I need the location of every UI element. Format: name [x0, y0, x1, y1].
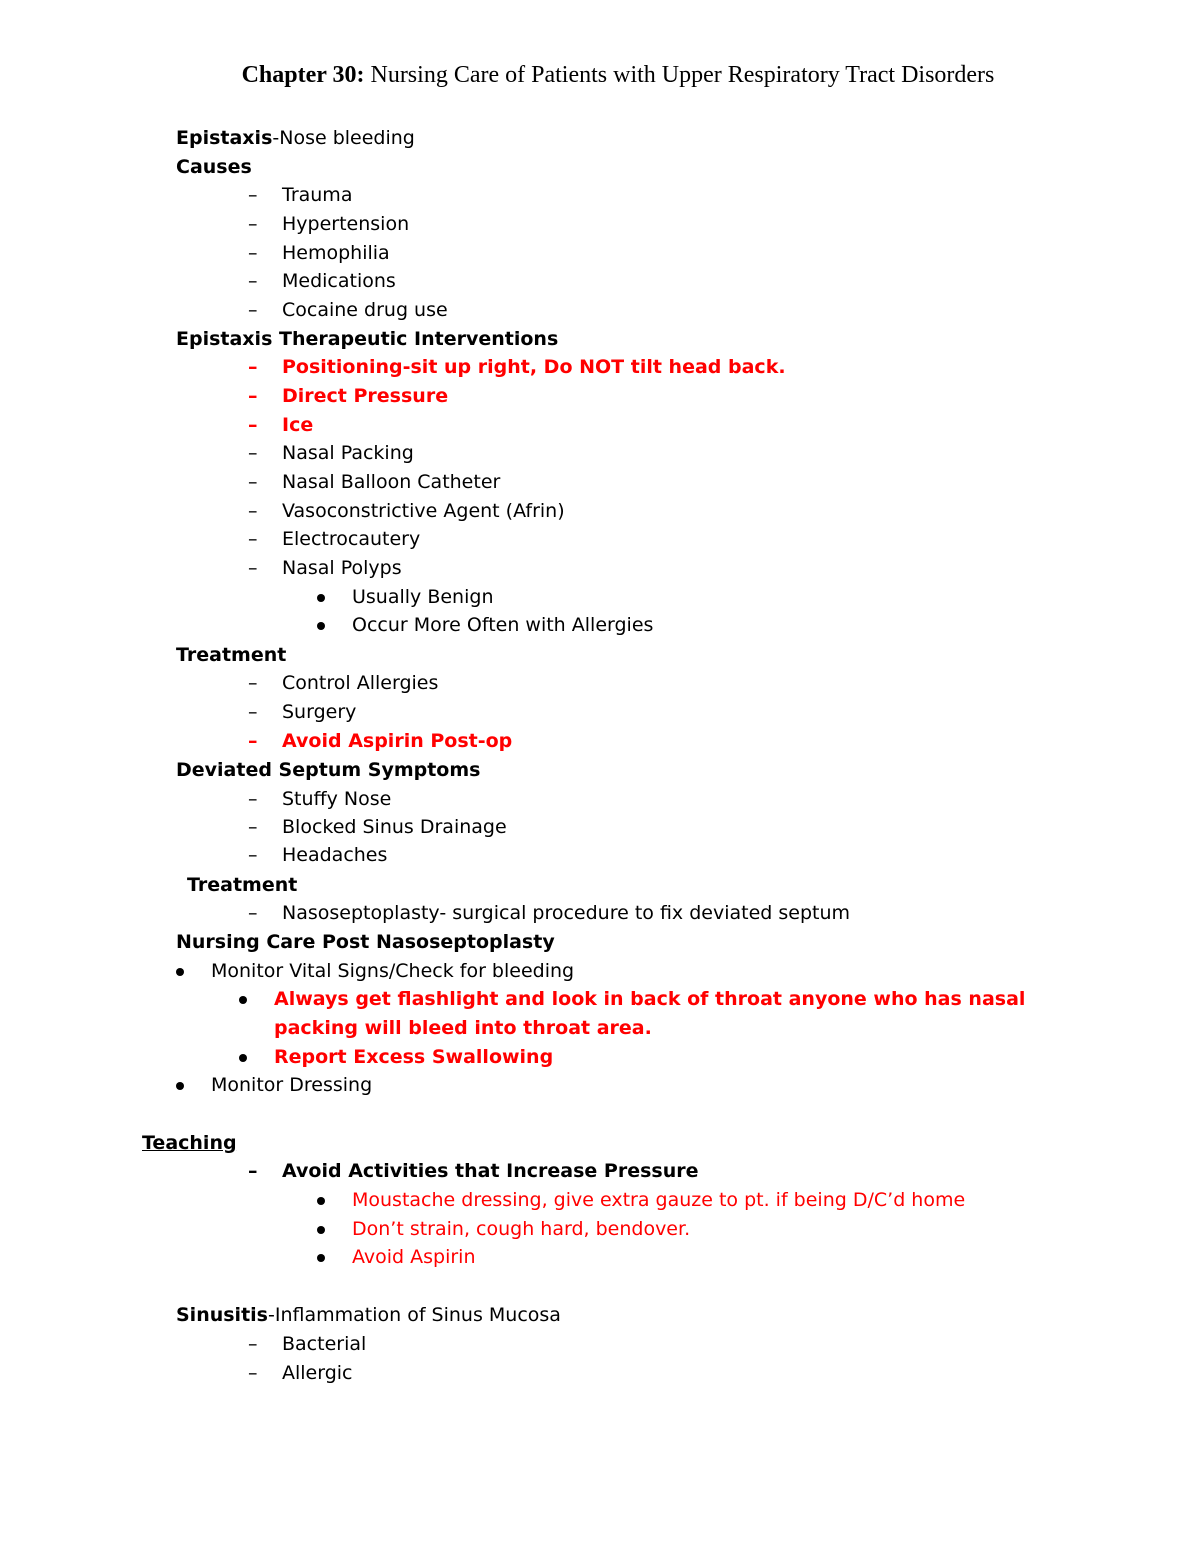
dash-marker: –	[248, 242, 258, 264]
epistaxis-term: Epistaxis	[176, 127, 273, 149]
nursing-care-red-line: Always get flashlight and look in back of throat anyone who has nasal	[274, 988, 1026, 1010]
dash-marker: –	[248, 701, 258, 723]
teaching-subheading: Avoid Activities that Increase Pressure	[282, 1160, 699, 1182]
sinusitis-item: Bacterial	[282, 1333, 367, 1355]
title-text: Nursing Care of Patients with Upper Respiratory Tract Disorders	[364, 62, 995, 88]
epistaxis-def: -Nose bleeding	[272, 127, 415, 149]
intervention-red-item: Ice	[282, 414, 314, 436]
treatment-item: Surgery	[282, 701, 357, 723]
dash-marker: –	[248, 730, 258, 752]
nursing-care-red-line: packing will bleed into throat area.	[274, 1017, 652, 1039]
dash-marker: –	[248, 471, 258, 493]
dash-marker: –	[248, 902, 258, 924]
intervention-item: Nasal Packing	[282, 442, 414, 464]
bullet-marker	[317, 1254, 325, 1262]
symptom-item: Stuffy Nose	[282, 788, 392, 810]
intervention-item: Nasal Balloon Catheter	[282, 471, 501, 493]
teaching-item: Moustache dressing, give extra gauze to pt. if being D/C’d home	[352, 1189, 966, 1211]
bullet-marker	[317, 1226, 325, 1234]
bullet-marker	[239, 996, 247, 1004]
nursing-care-heading: Nursing Care Post Nasoseptoplasty	[176, 931, 555, 953]
nursing-care-item: Monitor Dressing	[211, 1074, 373, 1096]
polyps-sub-item: Usually Benign	[352, 586, 494, 608]
teaching-item: Don’t strain, cough hard, bendover.	[352, 1218, 691, 1240]
dash-marker: –	[248, 356, 258, 378]
dash-marker: –	[248, 213, 258, 235]
treatment-item: Control Allergies	[282, 672, 439, 694]
bullet-marker	[239, 1054, 247, 1062]
dash-marker: –	[248, 1333, 258, 1355]
title-chapter: Chapter 30:	[241, 62, 365, 88]
dash-marker: –	[248, 816, 258, 838]
page-title	[0, 62, 1200, 89]
cause-item: Hypertension	[282, 213, 410, 235]
symptom-item: Blocked Sinus Drainage	[282, 816, 507, 838]
dash-marker: –	[248, 414, 258, 436]
bullet-marker	[317, 594, 325, 602]
intervention-item: Vasoconstrictive Agent (Afrin)	[282, 500, 565, 522]
intervention-red-item: Direct Pressure	[282, 385, 449, 407]
intervention-item: Nasal Polyps	[282, 557, 402, 579]
dash-marker: –	[248, 184, 258, 206]
bullet-marker	[317, 622, 325, 630]
dash-marker: –	[248, 557, 258, 579]
cause-item: Hemophilia	[282, 242, 390, 264]
sinusitis-def: -Inflammation of Sinus Mucosa	[267, 1304, 561, 1326]
deviated-septum-heading: Deviated Septum Symptoms	[176, 759, 481, 781]
septum-treatment-item: Nasoseptoplasty- surgical procedure to fix deviated septum	[282, 902, 851, 924]
dash-marker: –	[248, 788, 258, 810]
nursing-care-red-item: Report Excess Swallowing	[274, 1046, 554, 1068]
cause-item: Medications	[282, 270, 396, 292]
epistaxis-definition	[176, 126, 415, 150]
dash-marker: –	[248, 1362, 258, 1384]
treatment-heading: Treatment	[176, 644, 287, 666]
cause-item: Cocaine drug use	[282, 299, 448, 321]
teaching-heading: Teaching	[142, 1132, 237, 1154]
polyps-sub-item: Occur More Often with Allergies	[352, 614, 654, 636]
sinusitis-item: Allergic	[282, 1362, 353, 1384]
cause-item: Trauma	[282, 184, 353, 206]
interventions-heading: Epistaxis Therapeutic Interventions	[176, 328, 559, 350]
bullet-marker	[176, 968, 184, 976]
septum-treatment-heading: Treatment	[187, 874, 298, 896]
teaching-item: Avoid Aspirin	[352, 1246, 476, 1268]
dash-marker: –	[248, 528, 258, 550]
dash-marker: –	[248, 299, 258, 321]
dash-marker: –	[248, 844, 258, 866]
dash-marker: –	[248, 1160, 258, 1182]
treatment-red-item: Avoid Aspirin Post-op	[282, 730, 513, 752]
dash-marker: –	[248, 442, 258, 464]
bullet-marker	[317, 1197, 325, 1205]
causes-heading: Causes	[176, 156, 252, 178]
intervention-item: Electrocautery	[282, 528, 421, 550]
dash-marker: –	[248, 672, 258, 694]
bullet-marker	[176, 1082, 184, 1090]
sinusitis-term: Sinusitis	[176, 1304, 268, 1326]
dash-marker: –	[248, 270, 258, 292]
dash-marker: –	[248, 500, 258, 522]
symptom-item: Headaches	[282, 844, 388, 866]
nursing-care-item: Monitor Vital Signs/Check for bleeding	[211, 960, 575, 982]
sinusitis-definition	[176, 1303, 561, 1327]
intervention-red-item: Positioning-sit up right, Do NOT tilt head back.	[282, 356, 786, 378]
dash-marker: –	[248, 385, 258, 407]
